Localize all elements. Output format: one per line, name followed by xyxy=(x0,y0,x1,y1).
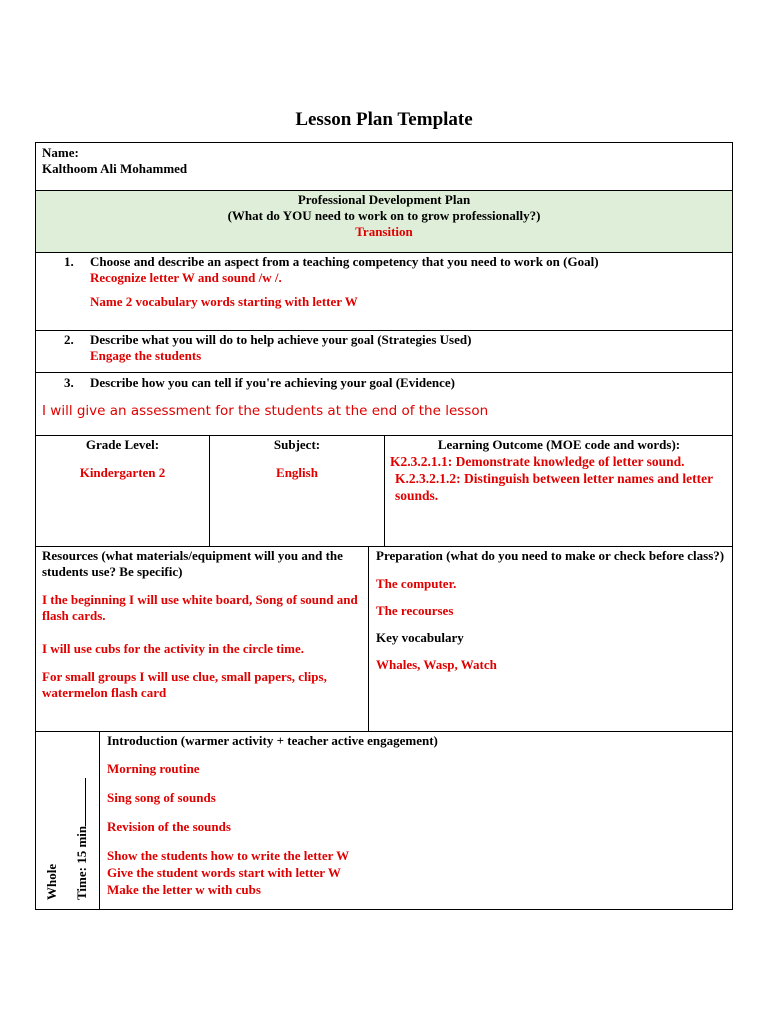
introduction-label: Introduction (warmer activity + teacher active engagement) xyxy=(107,733,438,748)
subject-cell xyxy=(210,437,384,481)
preparation-item-1: The computer. xyxy=(376,576,457,591)
grade-value: Kindergarten 2 xyxy=(79,465,166,480)
key-vocabulary-label: Key vocabulary xyxy=(376,630,464,645)
pdp-subtitle: (What do YOU need to work on to grow professionally?) xyxy=(227,208,541,223)
whole-group-label: Whole xyxy=(44,863,59,900)
grade-label: Grade Level: xyxy=(85,437,160,452)
time-label xyxy=(74,778,90,900)
evidence-number: 3. xyxy=(64,375,74,390)
preparation-label: Preparation (what do you need to make or check before class?) xyxy=(376,548,725,563)
grade-cell xyxy=(36,437,209,481)
preparation-cell xyxy=(376,548,726,673)
divider xyxy=(35,546,733,547)
page-title: Lesson Plan Template xyxy=(295,109,473,130)
introduction-item-1: Morning routine xyxy=(107,761,200,776)
pdp-header xyxy=(36,192,732,240)
outcome-item-2: K.2.3.2.1.2: Distinguish between letter names and letter sounds. xyxy=(395,471,713,503)
outcome-cell xyxy=(390,437,728,504)
introduction-item-5: Give the student words start with letter W xyxy=(107,865,341,880)
evidence-cell xyxy=(64,375,724,391)
outcome-label: Learning Outcome (MOE code and words): xyxy=(437,437,681,452)
goal-answer-2: Name 2 vocabulary words starting with letter W xyxy=(90,294,358,309)
name-value: Kalthoom Ali Mohammed xyxy=(42,161,188,176)
time-blank-line xyxy=(74,778,86,826)
introduction-item-6: Make the letter w with cubs xyxy=(107,882,261,897)
strategies-cell xyxy=(64,332,724,364)
introduction-item-2: Sing song of sounds xyxy=(107,790,216,805)
preparation-item-2: The recourses xyxy=(376,603,454,618)
resources-item-2: I will use cubs for the activity in the circle time. xyxy=(42,641,305,656)
strategies-answer: Engage the students xyxy=(90,348,202,363)
goal-cell xyxy=(64,254,724,310)
divider xyxy=(35,372,733,373)
goal-answer-1: Recognize letter W and sound /w /. xyxy=(90,270,282,285)
divider xyxy=(384,435,385,546)
resources-label: Resources (what materials/equipment will you and the students use? Be specific) xyxy=(42,548,343,579)
evidence-answer: I will give an assessment for the students at the end of the lesson xyxy=(42,403,489,419)
introduction-item-3: Revision of the sounds xyxy=(107,819,231,834)
pdp-focus: Transition xyxy=(355,224,413,239)
key-vocabulary-value: Whales, Wasp, Watch xyxy=(376,657,497,672)
goal-number: 1. xyxy=(64,254,74,269)
resources-item-3: For small groups I will use clue, small papers, clips, watermelon flash card xyxy=(42,669,327,700)
divider xyxy=(368,546,369,731)
divider xyxy=(35,731,733,732)
subject-label: Subject: xyxy=(273,437,321,452)
resources-item-1: I the beginning I will use white board, Song of sound and flash cards. xyxy=(42,592,358,623)
time-label-text: Time: 15 min xyxy=(74,825,89,900)
introduction-cell xyxy=(107,733,727,898)
resources-cell xyxy=(42,548,360,701)
divider xyxy=(35,252,733,253)
subject-value: English xyxy=(276,465,318,480)
divider xyxy=(99,731,100,910)
strategies-question: Describe what you will do to help achieve your goal (Strategies Used) xyxy=(90,332,472,347)
introduction-item-4: Show the students how to write the letter W xyxy=(107,848,350,863)
evidence-question: Describe how you can tell if you're achieving your goal (Evidence) xyxy=(90,375,455,390)
name-cell xyxy=(42,145,722,177)
pdp-title: Professional Development Plan xyxy=(297,192,471,207)
goal-question: Choose and describe an aspect from a teaching competency that you need to work on (Goal) xyxy=(90,254,599,269)
divider xyxy=(35,330,733,331)
strategies-number: 2. xyxy=(64,332,74,347)
outcome-item-1: K2.3.2.1.1: Demonstrate knowledge of letter sound. xyxy=(390,454,685,469)
name-label: Name: xyxy=(42,145,79,160)
